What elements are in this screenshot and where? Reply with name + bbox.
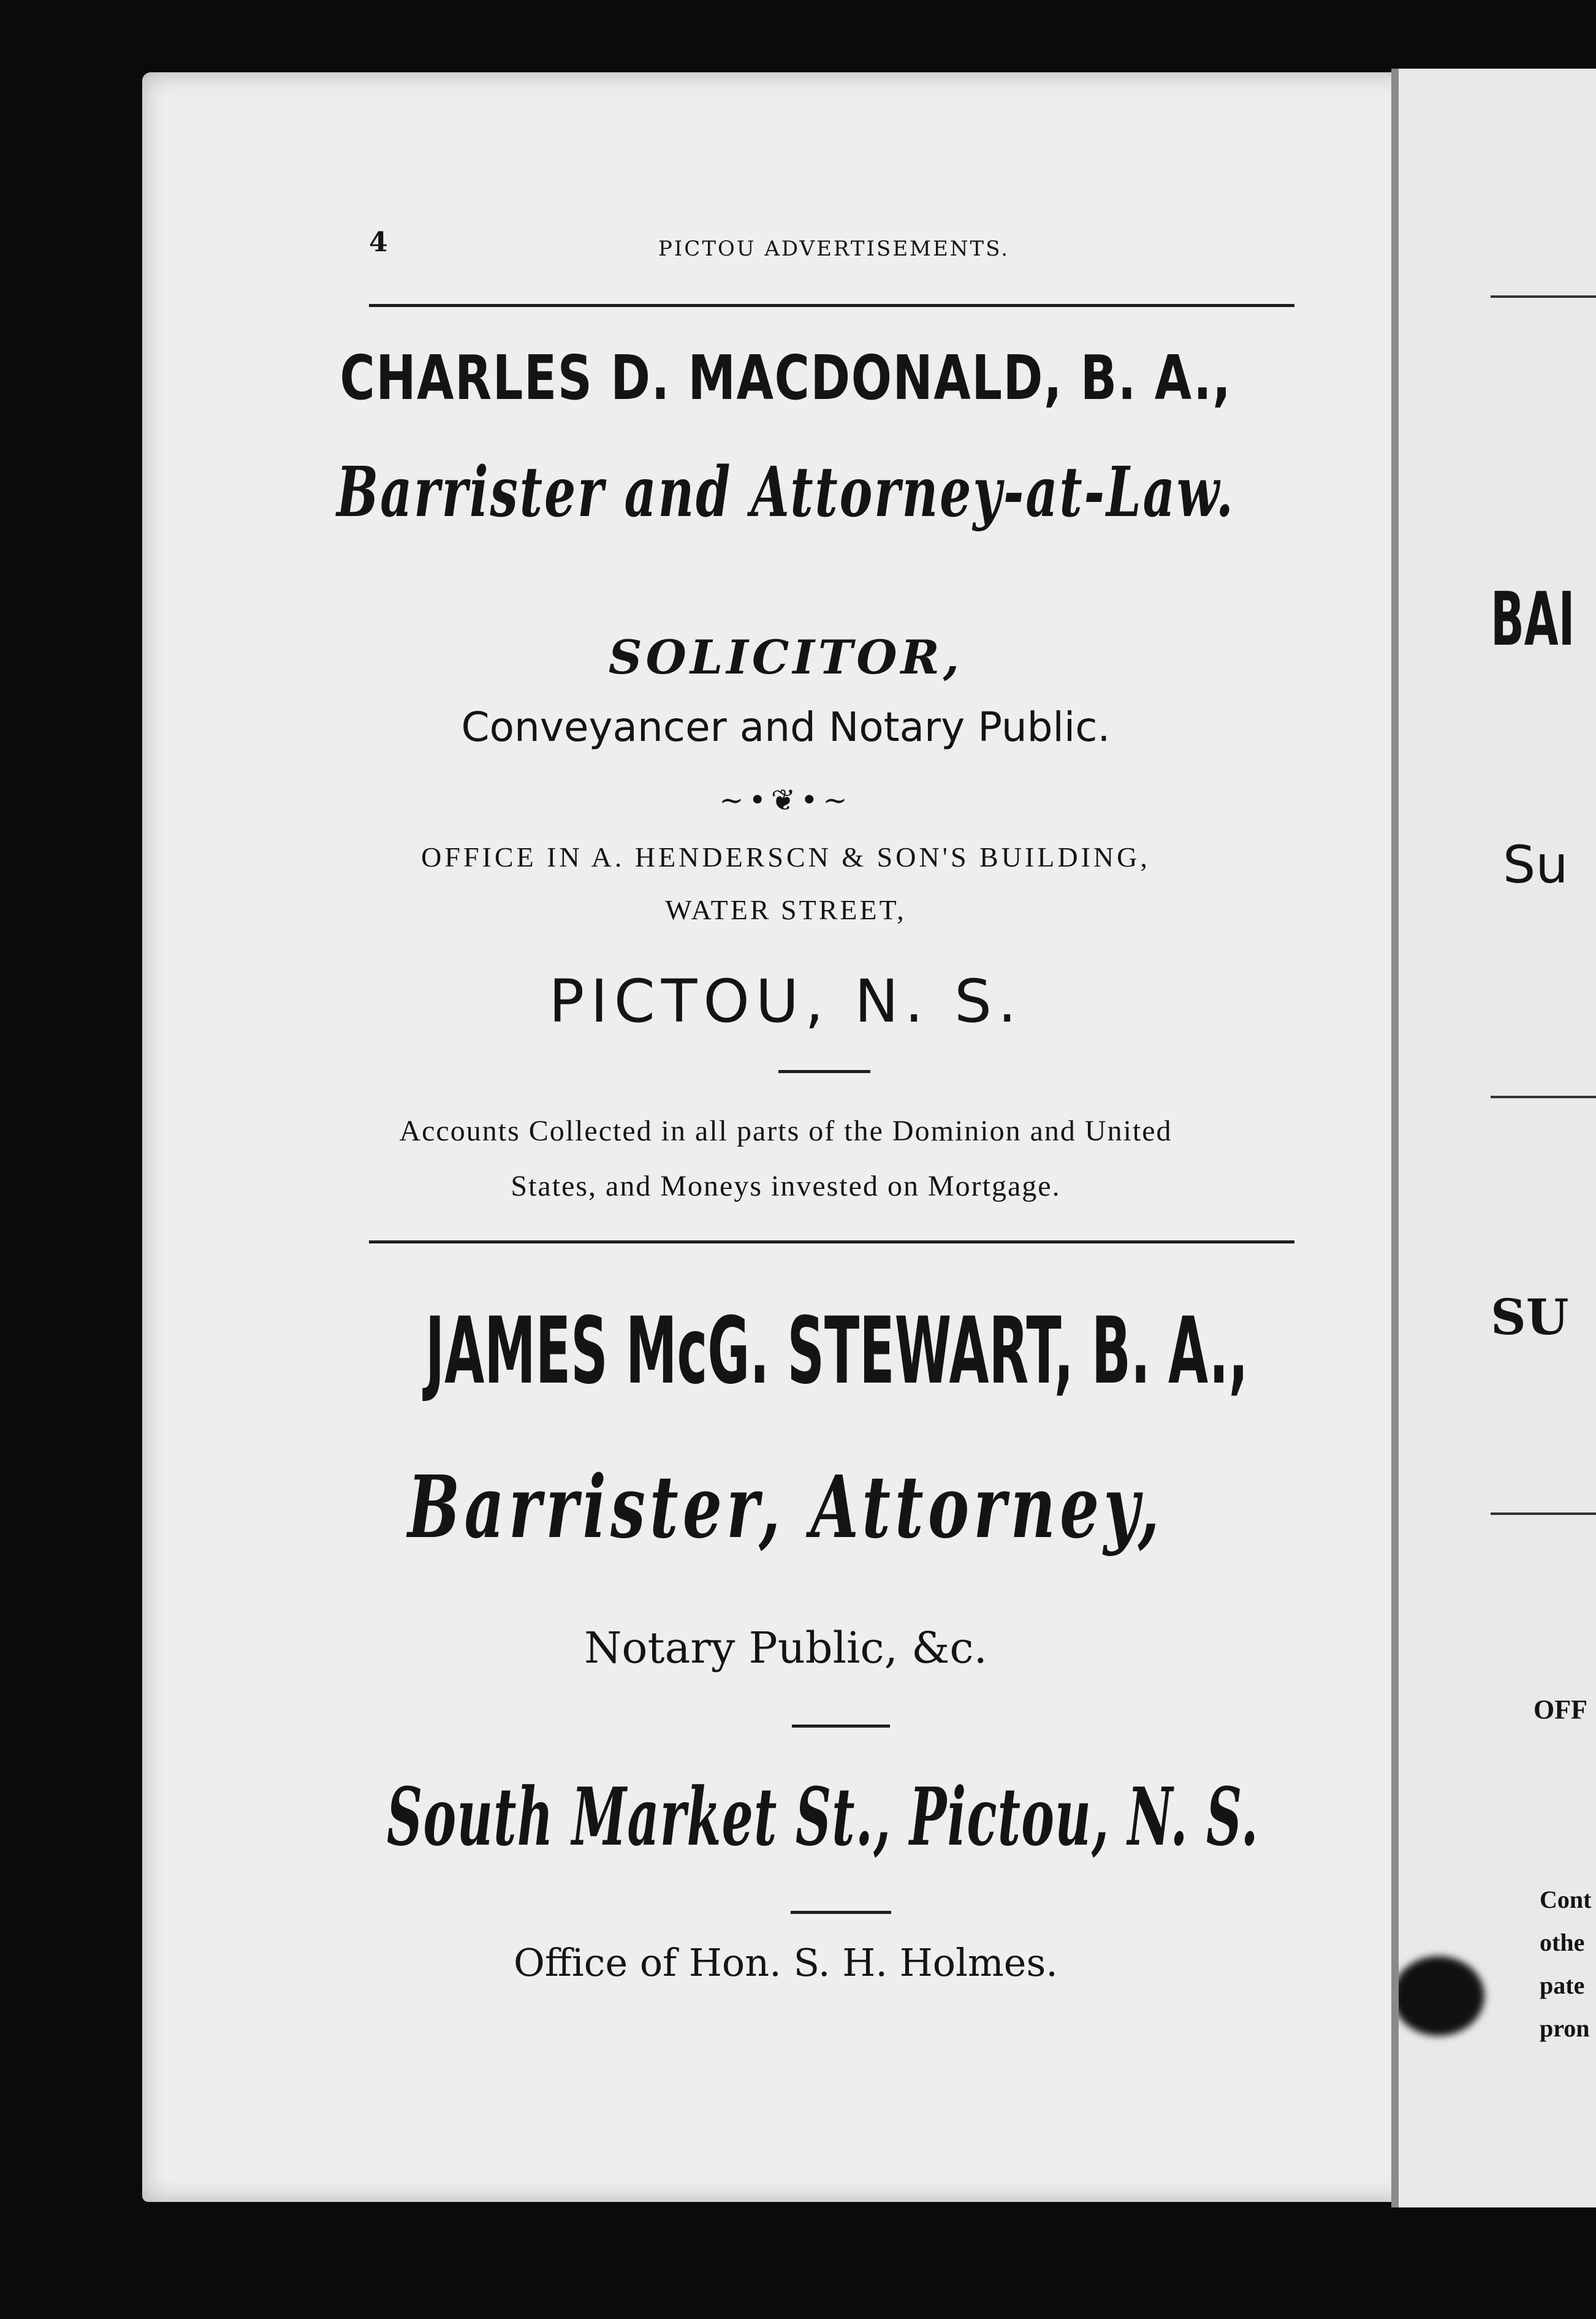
ad1-accounts-line2: States, and Moneys invested on Mortgage. xyxy=(511,1170,1061,1202)
ad2-notary: Notary Public, &c. xyxy=(584,1623,987,1673)
ad1-office-line2: WATER STREET, xyxy=(665,894,906,925)
ad1-short-rule xyxy=(778,1070,870,1073)
ad1-name: CHARLES D. MACDONALD, B. A., xyxy=(340,342,1232,414)
ad2-short-rule-1 xyxy=(792,1725,890,1728)
header-rule xyxy=(369,304,1294,307)
ad2-short-rule-2 xyxy=(791,1911,891,1914)
adjacent-fragment-1: BAI xyxy=(1491,577,1575,662)
ad1-solicitor: SOLICITOR, xyxy=(608,630,963,685)
running-title: PICTOU ADVERTISEMENTS. xyxy=(658,237,1010,261)
page-number: 4 xyxy=(369,227,388,258)
ad2-name: JAMES McG. STEWART, B. A., xyxy=(425,1298,1248,1405)
adjacent-fragment-8: pron xyxy=(1540,2014,1590,2042)
adjacent-fragment-5: Cont xyxy=(1540,1886,1592,1913)
ad1-conveyancer: Conveyancer and Notary Public. xyxy=(461,704,1111,751)
adjacent-fragment-7: pate xyxy=(1540,1972,1585,1999)
ad2-profession: Barrister, Attorney, xyxy=(408,1457,1164,1558)
adjacent-fragment-6: othe xyxy=(1540,1929,1585,1956)
adjacent-fragment-2: Su xyxy=(1503,835,1568,895)
ad1-profession: Barrister and Attorney-at-Law. xyxy=(336,452,1235,533)
adjacent-rule-1 xyxy=(1491,295,1596,298)
ad1-ornament: ~•❦•~ xyxy=(719,783,853,818)
adjacent-page-edge xyxy=(1391,69,1596,2207)
adjacent-rule-2 xyxy=(1491,1096,1596,1098)
ad1-city: PICTOU, N. S. xyxy=(549,967,1023,1036)
adjacent-fragment-4: OFF xyxy=(1533,1695,1587,1725)
document-page xyxy=(142,72,1429,2202)
adjacent-fragment-3: SU xyxy=(1491,1288,1569,1346)
ad1-office-line1: OFFICE IN A. HENDERSCN & SON'S BUILDING, xyxy=(421,841,1150,873)
ad1-accounts-line1: Accounts Collected in all parts of the Dominion and United xyxy=(399,1115,1172,1147)
ad2-address: South Market St., Pictou, N. S. xyxy=(387,1770,1259,1864)
adjacent-rule-3 xyxy=(1491,1512,1596,1515)
ad2-office: Office of Hon. S. H. Holmes. xyxy=(514,1940,1058,1985)
ink-blot xyxy=(1393,1956,1484,2036)
section-divider xyxy=(369,1240,1294,1243)
